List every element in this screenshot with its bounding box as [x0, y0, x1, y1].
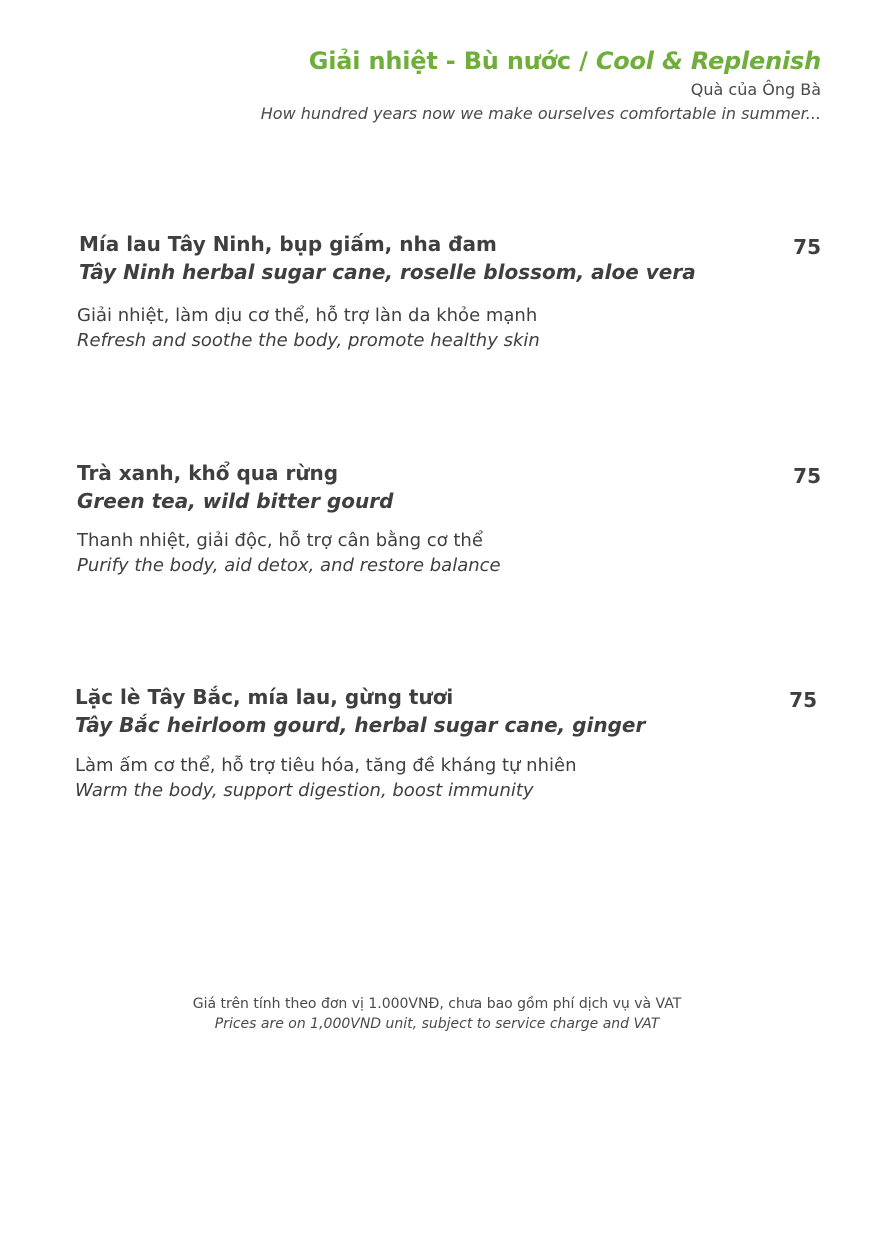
item-name-en: Tây Ninh herbal sugar cane, roselle blossom, aloe vera — [79, 260, 696, 284]
section-tagline: How hundred years now we make ourselves comfortable in summer... — [260, 104, 821, 123]
item-description-vi: Thanh nhiệt, giải độc, hỗ trợ cân bằng cơ thể — [77, 530, 483, 551]
section-title-vi: Giải nhiệt - Bù nước / — [308, 47, 596, 75]
item-name-vi: Lặc lè Tây Bắc, mía lau, gừng tươi — [75, 685, 454, 709]
item-price: 75 — [793, 464, 821, 488]
item-price: 75 — [789, 688, 817, 712]
item-description-en: Warm the body, support digestion, boost immunity — [75, 780, 534, 801]
menu-item — [75, 683, 645, 803]
menu-header — [261, 44, 821, 126]
item-price: 75 — [793, 235, 821, 259]
item-name-vi: Trà xanh, khổ qua rừng — [77, 461, 339, 485]
item-description-en: Refresh and soothe the body, promote healthy skin — [77, 330, 540, 351]
section-title — [261, 44, 821, 78]
item-description-en: Purify the body, aid detox, and restore balance — [77, 555, 501, 576]
menu-item — [79, 230, 696, 353]
section-title-en: Cool & Replenish — [595, 47, 821, 75]
price-note — [0, 994, 874, 1034]
price-note-en: Prices are on 1,000VND unit, subject to service charge and VAT — [214, 1016, 660, 1032]
section-subtitle: Quà của Ông Bà — [690, 80, 821, 99]
item-description-vi: Giải nhiệt, làm dịu cơ thể, hỗ trợ làn da khỏe mạnh — [77, 305, 538, 326]
item-description-vi: Làm ấm cơ thể, hỗ trợ tiêu hóa, tăng đề kháng tự nhiên — [75, 755, 577, 776]
item-name-en: Tây Bắc heirloom gourd, herbal sugar cane, ginger — [75, 713, 646, 737]
menu-item — [77, 459, 501, 578]
item-name-vi: Mía lau Tây Ninh, bụp giấm, nha đam — [79, 232, 497, 256]
item-name-en: Green tea, wild bitter gourd — [77, 489, 394, 513]
price-note-vi: Giá trên tính theo đơn vị 1.000VNĐ, chưa bao gồm phí dịch vụ và VAT — [192, 996, 682, 1012]
